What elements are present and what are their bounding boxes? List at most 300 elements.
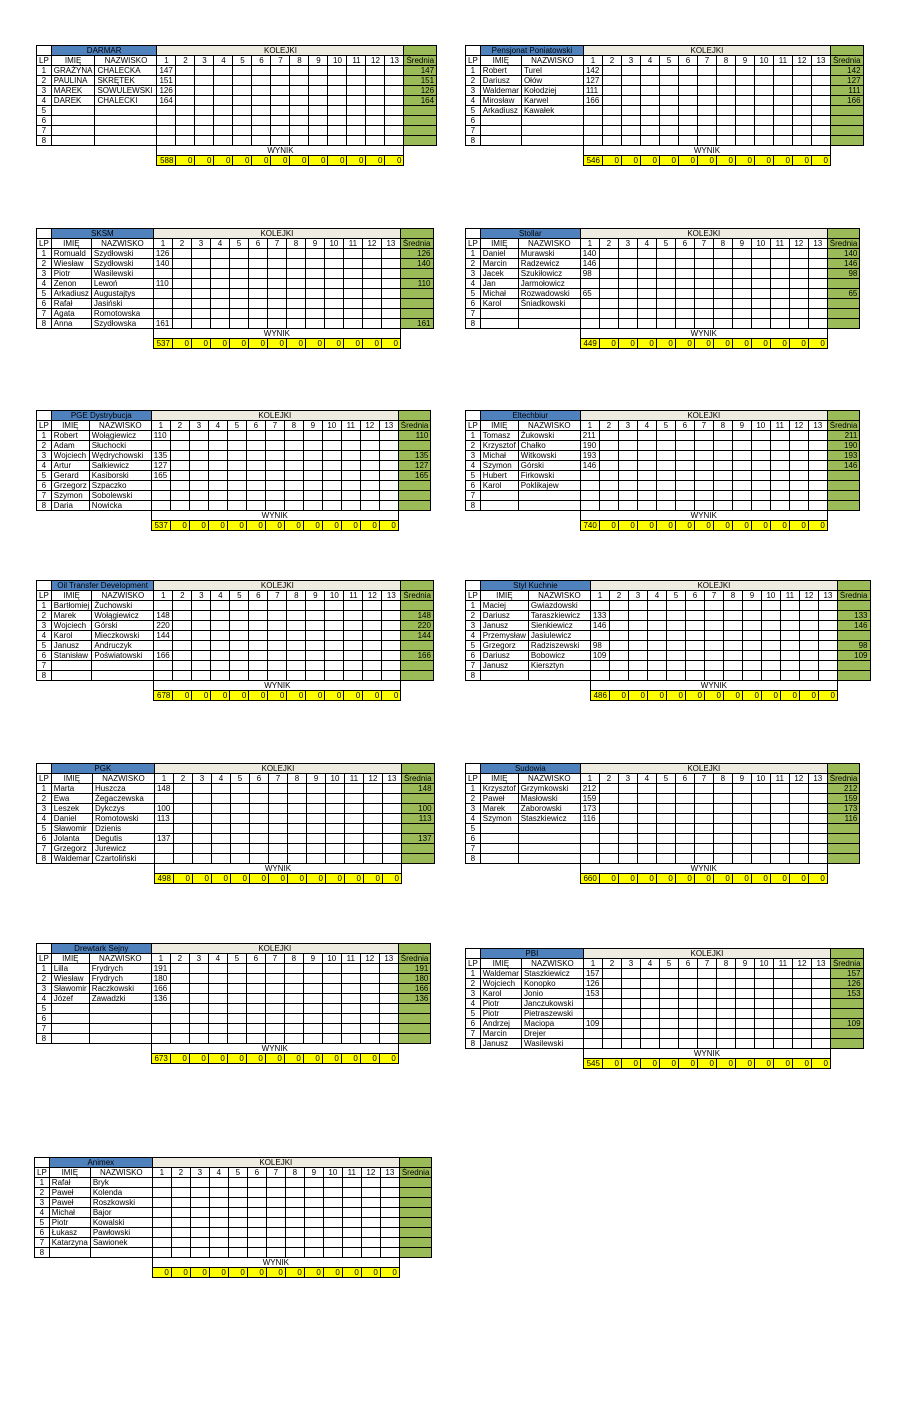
round-1-score: [580, 824, 599, 834]
round-score-empty: [249, 814, 268, 824]
round-score-empty: [271, 66, 290, 76]
round-score-empty: [246, 451, 265, 461]
corner-cell: [37, 46, 52, 56]
round-total: 0: [249, 691, 268, 701]
round-score-empty: [704, 641, 723, 651]
round-score-empty: [271, 106, 290, 116]
round-score-empty: [789, 481, 808, 491]
round-score-empty: [799, 641, 818, 651]
player-number: 7: [466, 661, 481, 671]
round-total: 0: [656, 521, 675, 531]
round-1-total: 660: [580, 874, 599, 884]
player-last-name: Szydłowska: [91, 319, 153, 329]
round-score-empty: [808, 319, 827, 329]
round-score-empty: [266, 1208, 285, 1218]
player-average: [400, 269, 433, 279]
round-score-empty: [325, 844, 344, 854]
round-score-empty: [325, 661, 344, 671]
round-score-empty: [678, 66, 697, 76]
player-first-name: Romuald: [51, 249, 91, 259]
player-last-name: Szukiłowicz: [518, 269, 580, 279]
round-header: 5: [656, 239, 675, 249]
average-header-blank: [400, 229, 433, 239]
round-score-empty: [176, 96, 195, 106]
round-score-empty: [716, 96, 735, 106]
round-header: 8: [287, 774, 306, 784]
player-average: [404, 136, 437, 146]
spacer: [827, 339, 860, 349]
round-score-empty: [342, 1238, 361, 1248]
player-last-name: Grzymkowski: [518, 784, 580, 794]
player-first-name: DAREK: [51, 96, 95, 106]
round-header: 12: [363, 774, 382, 784]
round-1-score: 220: [154, 621, 173, 631]
round-score-empty: [694, 471, 713, 481]
spacer: [466, 874, 481, 884]
kolejki-header: KOLEJKI: [580, 229, 827, 239]
player-row: [466, 491, 860, 501]
round-1-score: [153, 299, 172, 309]
player-number: 6: [37, 834, 52, 844]
round-score-empty: [742, 621, 761, 631]
round-header: 4: [214, 56, 233, 66]
player-number: 8: [466, 136, 481, 146]
round-score-empty: [732, 269, 751, 279]
round-1-score: 148: [154, 784, 173, 794]
round-header: 1: [580, 421, 599, 431]
round-score-empty: [621, 969, 640, 979]
round-score-empty: [208, 501, 227, 511]
round-score-empty: [362, 289, 381, 299]
player-first-name: Stanisław: [51, 651, 92, 661]
round-score-empty: [640, 979, 659, 989]
round-score-empty: [342, 1208, 361, 1218]
player-row: [37, 844, 435, 854]
player-row: [466, 631, 871, 641]
player-first-name: Daniel: [480, 249, 518, 259]
round-header: 7: [694, 239, 713, 249]
player-number: 6: [466, 1019, 481, 1029]
round-1-total: 740: [580, 521, 599, 531]
round-total: 0: [230, 874, 249, 884]
round-score-empty: [341, 1024, 360, 1034]
round-score-empty: [209, 1238, 228, 1248]
player-number: 1: [466, 431, 481, 441]
player-average: 116: [827, 814, 860, 824]
round-score-empty: [325, 814, 344, 824]
round-score-empty: [811, 66, 830, 76]
round-header: 8: [716, 56, 735, 66]
player-average: [398, 441, 431, 451]
round-score-empty: [818, 651, 837, 661]
round-score-empty: [344, 834, 363, 844]
player-number: 1: [37, 784, 52, 794]
average-header: Średnia: [400, 239, 433, 249]
round-header: 11: [343, 239, 362, 249]
round-score-empty: [792, 106, 811, 116]
round-score-empty: [792, 1039, 811, 1049]
round-score-empty: [325, 601, 344, 611]
player-first-name: [480, 126, 521, 136]
player-last-name: Maciopa: [521, 1019, 583, 1029]
player-average: 153: [830, 989, 863, 999]
round-score-empty: [267, 269, 286, 279]
average-header: Średnia: [404, 56, 437, 66]
round-score-empty: [267, 319, 286, 329]
round-score-empty: [247, 1248, 266, 1258]
round-score-empty: [210, 269, 229, 279]
round-score-empty: [324, 249, 343, 259]
round-score-empty: [694, 319, 713, 329]
player-average: [399, 1218, 432, 1228]
round-score-empty: [287, 854, 306, 864]
round-score-empty: [325, 671, 344, 681]
round-score-empty: [171, 1188, 190, 1198]
spacer: [521, 156, 583, 166]
spacer: [830, 156, 863, 166]
round-score-empty: [360, 471, 379, 481]
player-row: [35, 1218, 432, 1228]
round-score-empty: [770, 834, 789, 844]
round-score-empty: [789, 854, 808, 864]
round-score-empty: [602, 969, 621, 979]
round-1-score: [152, 1188, 171, 1198]
round-score-empty: [303, 481, 322, 491]
round-score-empty: [811, 979, 830, 989]
round-score-empty: [694, 844, 713, 854]
round-score-empty: [382, 671, 401, 681]
wynik-label: WYNIK: [152, 1258, 399, 1268]
round-score-empty: [385, 96, 404, 106]
round-score-empty: [211, 631, 230, 641]
round-score-empty: [228, 1218, 247, 1228]
round-score-empty: [811, 116, 830, 126]
round-score-empty: [792, 126, 811, 136]
player-row: [466, 136, 864, 146]
round-1-score: [580, 309, 599, 319]
spacer: [400, 339, 433, 349]
round-total: 0: [267, 339, 286, 349]
round-score-empty: [266, 1238, 285, 1248]
round-total: 0: [381, 339, 400, 349]
round-header: 5: [227, 421, 246, 431]
round-score-empty: [675, 309, 694, 319]
round-score-empty: [171, 1208, 190, 1218]
round-score-empty: [344, 804, 363, 814]
round-total: 0: [716, 156, 735, 166]
round-score-empty: [808, 441, 827, 451]
round-1-total: 498: [154, 874, 173, 884]
player-first-name: Grzegorz: [51, 844, 92, 854]
player-last-name: Radzewicz: [518, 259, 580, 269]
round-score-empty: [322, 974, 341, 984]
round-score-empty: [191, 319, 210, 329]
average-header-blank: [827, 764, 860, 774]
round-score-empty: [265, 471, 284, 481]
round-header: 2: [599, 239, 618, 249]
round-score-empty: [599, 309, 618, 319]
round-score-empty: [176, 76, 195, 86]
round-score-empty: [290, 96, 309, 106]
round-total: 0: [789, 874, 808, 884]
round-total: 0: [230, 691, 249, 701]
player-number: 7: [466, 1029, 481, 1039]
round-total: 0: [284, 521, 303, 531]
round-score-empty: [742, 641, 761, 651]
last-name-header: NAZWISKO: [89, 421, 151, 431]
round-score-empty: [324, 289, 343, 299]
round-header: 7: [704, 591, 723, 601]
round-total: 0: [799, 691, 818, 701]
round-score-empty: [230, 641, 249, 651]
round-header: 5: [656, 421, 675, 431]
spacer: [398, 1044, 431, 1054]
round-score-empty: [694, 481, 713, 491]
round-score-empty: [599, 814, 618, 824]
player-number: 8: [37, 501, 52, 511]
round-score-empty: [713, 259, 732, 269]
round-score-empty: [208, 984, 227, 994]
spacer: [51, 146, 95, 156]
round-header: 6: [249, 591, 268, 601]
round-score-empty: [285, 1178, 304, 1188]
round-header: 2: [171, 1168, 190, 1178]
player-last-name: Wołągiewicz: [92, 611, 154, 621]
player-number: 4: [37, 279, 52, 289]
round-total: 0: [735, 156, 754, 166]
round-score-empty: [770, 289, 789, 299]
round-score-empty: [704, 621, 723, 631]
round-1-score: [151, 441, 170, 451]
round-score-empty: [770, 431, 789, 441]
player-average: [399, 1248, 432, 1258]
round-score-empty: [248, 279, 267, 289]
player-last-name: [521, 126, 583, 136]
round-score-empty: [678, 96, 697, 106]
spacer: [404, 146, 437, 156]
spacer: [92, 864, 154, 874]
round-score-empty: [382, 661, 401, 671]
round-score-empty: [342, 1198, 361, 1208]
round-score-empty: [363, 641, 382, 651]
round-score-empty: [228, 1188, 247, 1198]
player-last-name: Frydrych: [89, 964, 151, 974]
round-score-empty: [214, 86, 233, 96]
player-last-name: [518, 844, 580, 854]
round-score-empty: [344, 651, 363, 661]
round-score-empty: [228, 1198, 247, 1208]
round-score-empty: [208, 1034, 227, 1044]
round-header: 5: [666, 591, 685, 601]
round-score-empty: [697, 1019, 716, 1029]
player-first-name: Piotr: [480, 999, 521, 1009]
round-total: 0: [773, 156, 792, 166]
round-score-empty: [227, 974, 246, 984]
round-score-empty: [678, 1009, 697, 1019]
round-score-empty: [360, 1024, 379, 1034]
player-average: 127: [830, 76, 863, 86]
player-first-name: [51, 106, 95, 116]
round-score-empty: [770, 259, 789, 269]
round-score-empty: [341, 481, 360, 491]
round-score-empty: [751, 784, 770, 794]
round-score-empty: [267, 249, 286, 259]
round-total: 0: [713, 521, 732, 531]
round-score-empty: [697, 979, 716, 989]
round-score-empty: [808, 431, 827, 441]
round-score-empty: [647, 661, 666, 671]
round-score-empty: [268, 804, 287, 814]
spacer: [51, 681, 92, 691]
round-total: 0: [770, 874, 789, 884]
player-first-name: Wojciech: [480, 979, 521, 989]
player-last-name: Roszkowski: [90, 1198, 152, 1208]
round-score-empty: [656, 481, 675, 491]
player-first-name: [51, 126, 95, 136]
player-last-name: [518, 501, 580, 511]
round-header: 8: [284, 421, 303, 431]
player-last-name: Janczukowski: [521, 999, 583, 1009]
round-score-empty: [380, 1228, 399, 1238]
round-1-total: 546: [583, 156, 602, 166]
round-score-empty: [379, 441, 398, 451]
lp-header: LP: [37, 239, 52, 249]
round-1-total: 678: [154, 691, 173, 701]
round-score-empty: [678, 86, 697, 96]
player-first-name: [51, 1034, 89, 1044]
round-score-empty: [599, 854, 618, 864]
round-score-empty: [618, 441, 637, 451]
round-score-empty: [227, 491, 246, 501]
round-header: 5: [233, 56, 252, 66]
round-total: 0: [599, 521, 618, 531]
round-total: 0: [618, 521, 637, 531]
round-1-score: [580, 854, 599, 864]
round-1-score: 135: [151, 451, 170, 461]
player-number: 1: [37, 431, 52, 441]
round-1-score: 211: [580, 431, 599, 441]
round-score-empty: [818, 641, 837, 651]
round-score-empty: [284, 431, 303, 441]
round-score-empty: [780, 631, 799, 641]
round-score-empty: [618, 259, 637, 269]
round-header: 6: [248, 239, 267, 249]
player-row: [37, 451, 431, 461]
round-score-empty: [227, 1024, 246, 1034]
round-score-empty: [268, 651, 287, 661]
round-score-empty: [621, 1029, 640, 1039]
round-score-empty: [284, 441, 303, 451]
team-table: [465, 948, 864, 1069]
round-score-empty: [170, 1004, 189, 1014]
round-score-empty: [322, 984, 341, 994]
round-score-empty: [773, 999, 792, 1009]
round-score-empty: [363, 834, 382, 844]
team-table: [465, 763, 860, 884]
round-score-empty: [341, 994, 360, 1004]
round-score-empty: [678, 136, 697, 146]
team-name: Stollar: [480, 229, 580, 239]
player-average: [399, 1178, 432, 1188]
player-row: [466, 116, 864, 126]
round-score-empty: [751, 289, 770, 299]
round-score-empty: [227, 431, 246, 441]
round-score-empty: [171, 1198, 190, 1208]
player-row: [37, 289, 434, 299]
round-score-empty: [697, 1039, 716, 1049]
round-score-empty: [341, 1004, 360, 1014]
round-total: 0: [659, 156, 678, 166]
corner-cell: [37, 411, 52, 421]
round-header: 9: [309, 56, 328, 66]
round-score-empty: [247, 1208, 266, 1218]
round-score-empty: [694, 794, 713, 804]
round-score-empty: [265, 994, 284, 1004]
player-last-name: Sienkiewicz: [528, 621, 590, 631]
round-score-empty: [685, 621, 704, 631]
player-number: 2: [466, 259, 481, 269]
round-header: 11: [780, 591, 799, 601]
round-score-empty: [754, 969, 773, 979]
round-score-empty: [379, 994, 398, 1004]
round-score-empty: [344, 794, 363, 804]
player-number: 4: [35, 1208, 50, 1218]
round-header: 8: [713, 239, 732, 249]
round-header: 12: [789, 239, 808, 249]
round-score-empty: [618, 319, 637, 329]
wynik-label: WYNIK: [154, 864, 401, 874]
round-score-empty: [751, 309, 770, 319]
round-1-score: [590, 661, 609, 671]
round-score-empty: [675, 461, 694, 471]
round-score-empty: [287, 651, 306, 661]
round-score-empty: [640, 1009, 659, 1019]
round-score-empty: [342, 1248, 361, 1258]
round-header: 13: [808, 239, 827, 249]
player-first-name: Krzysztof: [480, 784, 518, 794]
round-score-empty: [754, 106, 773, 116]
player-row: [37, 249, 434, 259]
player-row: [466, 289, 860, 299]
spacer: [37, 521, 52, 531]
player-average: [398, 1034, 431, 1044]
player-first-name: Krzysztof: [480, 441, 518, 451]
round-score-empty: [602, 126, 621, 136]
round-score-empty: [697, 1029, 716, 1039]
round-score-empty: [248, 269, 267, 279]
player-row: [37, 621, 434, 631]
round-total: 0: [170, 1054, 189, 1064]
round-score-empty: [173, 641, 192, 651]
round-score-empty: [265, 1034, 284, 1044]
round-score-empty: [694, 279, 713, 289]
round-score-empty: [599, 481, 618, 491]
round-header: 4: [209, 1168, 228, 1178]
round-1-total: 673: [151, 1054, 170, 1064]
round-1-score: [580, 471, 599, 481]
player-first-name: Paweł: [49, 1188, 90, 1198]
player-first-name: [49, 1248, 90, 1258]
round-total: 0: [362, 339, 381, 349]
round-score-empty: [761, 641, 780, 651]
wynik-label: WYNIK: [583, 1049, 830, 1059]
player-last-name: [92, 671, 154, 681]
round-score-empty: [190, 1178, 209, 1188]
spacer: [827, 521, 860, 531]
round-score-empty: [602, 989, 621, 999]
round-score-empty: [713, 814, 732, 824]
player-number: 2: [37, 259, 52, 269]
